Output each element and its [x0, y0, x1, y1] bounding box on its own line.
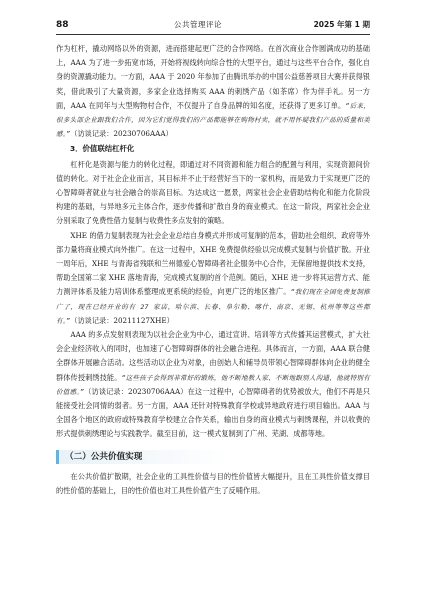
page-number: 88: [56, 20, 69, 30]
citation: （访谈记录：20230706AAA）: [84, 386, 188, 396]
citation: （访谈记录：20230706AAA）: [70, 129, 173, 139]
paragraph: [56, 42, 370, 141]
paragraph-text: XHE 的借力复制表现为社会企业总结自身模式并形成可复制的范本，借助社会组织、政府等外部力量将商业模式向外推广。在这一过程中，XHE 免费提供经验以完成模式复制与价值扩散。开业一周年后，XHE 与青海省残联和兰州德爱心智障碍者社企服务中心合作，无保留地提供技术支持，帮助全国第二家 XHE 落地青海，完成模式复制的首个范例。随后，XHE 进一步将其运营方式、能力测评体系及能力培训体系整理成更系统的经验，向更广泛的地区推广。: [56, 230, 370, 297]
interview-quote: “后来，很多头部企业跟我们合作，因为它们觉得我们的产品都能够在购物村卖，就不用怀疑我们产品的质量和美感。”: [56, 101, 370, 139]
subsection-heading: 3．价值联结杠杆化: [70, 144, 135, 154]
article-body: [56, 42, 370, 498]
citation: （访谈记录：20211127XHE）: [70, 315, 174, 325]
paragraph: [56, 328, 370, 442]
paragraph: 在公共价值扩散期，社会企业的工具性价值与目的性价值皆大幅提升，且在工具性价值支撑目的性价值的基础上，目的性价值也对工具性价值产生了反哺作用。: [56, 471, 370, 495]
issue-info: 2025 年第 1 期: [313, 20, 370, 29]
paragraph-text: 在这一过程中，心智障碍者的优势被放大，他们不再是只能接受社会同情的弱者。另一方面，AAA 还针对特殊教育学校或异地政府进行项目输出。AAA 与全国各个地区的政府或特殊教育学校建立合作关系，输出自身的商业模式与刺绣课程，并以收费的形式提供刺绣理论与实践教学。截至目前，这一模式复制到了广州、芜湖、成都等地。: [56, 386, 370, 439]
paragraph-text: AAA 的多点发射则表现为以社会企业为中心，通过宣讲、培训等方式传播其运营模式，扩大社会企业经济收入的同时，也加速了心智障碍群体的社会融合进程。具体而言，一方面，AAA 联合健全群体开展融合活动。这些活动以企业为对象，由创始人和辅导员带领心智障碍群体向企业的健全群体传授刺绣技能。: [56, 330, 370, 382]
paragraph-text: 作为杠杆，撬动网络以外的资源，进而搭建起更广泛的合作网络。在首次商业合作圆满成功的基础上，AAA 为了进一步拓宽市场，开始将视线转向综合性的大型平台，通过与这些平台合作，强化自身的资源撬动能力。一方面，AAA 于 2020 年参加了由腾讯举办的中国公益慈善项目大赛并获得银奖，借此吸引了大量资源，多家企业选择购买 AAA 的刺绣产品（如茶席）作为伴手礼。另一方面，AAA 在同年与大型购物村合作，不仅提升了自身品牌的知名度，还获得了更多订单。: [56, 44, 370, 110]
paragraph: 杠杆化是资源与能力的转化过程，即通过对不同资源和能力组合的配置与利用，实现资源间价值的转化。对于社企企业而言，其目标并不止于经营好当下的一家机构，而是致力于实现更广泛的心智障碍者就业与社会融合的崇高目标。为达成这一愿景，两家社会企业借助结构化和能力化阶段构建的基础，与异地多元主体合作，逐步传播和扩散自身的商业模式。在这一阶段，两家社会企业分别采取了免费性借力复制与收费性多点发射的策略。: [56, 159, 370, 226]
interview-quote: “这些孩子会得到非常好的锻炼，他不断地教人家、不断地跟别人沟通，他就特别有价值感。”: [56, 373, 370, 396]
running-header: [56, 18, 370, 35]
paragraph: [56, 229, 370, 328]
interview-quote: “我们现在全国免费复制推广了，现在已经开业的有 27 家店，哈尔滨、长春、阜尔勒、喀什、南京、无锡、杭州等等这些都有。”: [56, 288, 370, 325]
journal-title: 公共管理评论: [174, 20, 222, 29]
section-heading: （二）公共价值实现: [56, 450, 370, 464]
